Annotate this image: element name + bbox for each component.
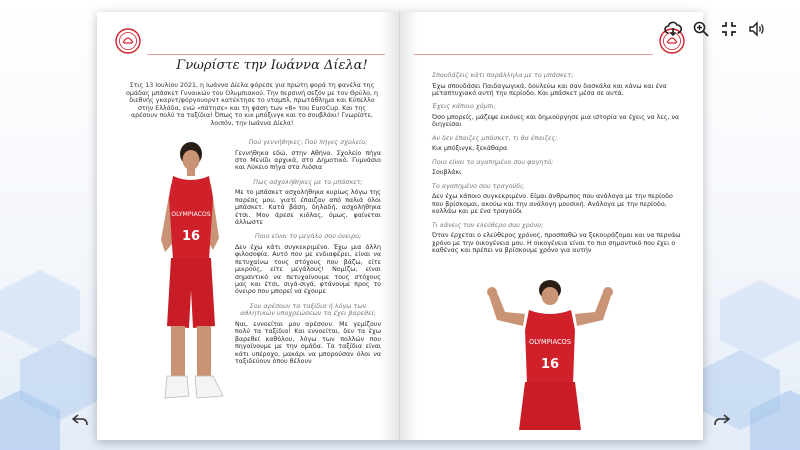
arrow-forward-icon[interactable] xyxy=(712,412,732,428)
fullscreen-icon[interactable] xyxy=(718,18,740,40)
arrow-back-icon[interactable] xyxy=(70,412,90,428)
jersey-number-text: 16 xyxy=(181,229,201,244)
answer-text: Κικ μπόξινγκ, ξεκάθαρα xyxy=(432,145,508,153)
answer-text: Γεννήθηκα εδώ, στην Αθήνα. Σχολείο πήγα στο Μενίδι αρχικά, στο Δημοτικό. Γυμνάσιο και Λύκειο πήγα στα Λιόσια xyxy=(235,149,381,172)
player-flexing-image xyxy=(475,280,625,430)
answer-text: Όταν έρχεται ο ελεύθερος χρόνος, προσπαθώ να ξεκουράζομαι και να περνάω χρόνο με την οικογένεια μου. Η οικογένεια είναι το πιο σημαντικό που έχει ο καθένας και πρέπει να βρίσκουμε χρόνο για αυτήν xyxy=(432,232,681,255)
jersey-number-text: 16 xyxy=(540,357,560,372)
answer-text: Δεν έχω κάποιο συγκεκριμένο. Είμαι άνθρωπος που ανάλογα με την περίοδο που βρίσκομαι, ακούω και την ανάλογη μουσική. Ανάλογα με την περίοδο, κολλάω και με ένα τραγούδι xyxy=(432,193,673,216)
qa-item xyxy=(235,303,381,366)
olympiacos-logo xyxy=(115,28,141,54)
intro-paragraph: Στις 13 Ιουλίου 2021, η Ιωάννα Δίελα φόρεσε για πρώτη φορά τη φανέλα της ομάδας μπάσκετ Γυναικών του Ολυμπιακού. Την περσινή σεζόν με τον Θρύλο, η διεθνής γκαρντ/φόργουορντ κατέκτησε το νταμπλ, πρωτάθλημα και Κύπελλο στην Ελλάδα, ενώ «πάτησε» και τη φάση των «8» του EuroCup. Και της αρέσουν πολύ τα ταξίδια! Όπως το κικ μπόξινγκ και το σουβλάκι! Γνωρίστε, λοιπόν, την Ιωάννα Δίελα! xyxy=(125,82,379,127)
answer-text: Σουβλάκι xyxy=(432,169,462,177)
question-text: Πού γεννήθηκες; Πού πήγες σχολείο; xyxy=(248,138,368,146)
qa-item xyxy=(432,183,684,216)
qa-item xyxy=(432,72,684,97)
answer-text: Ναι, εννοείται μου αρέσουν. Με γεμίζουν πολύ τα ταξίδια! Και εννοείται, δεν τα έχω βαρεθεί καθόλου, λόγω των πολλών που πηγαίνουμε με την ομάδα. Τα ταξίδια είναι κάτι υπέροχο, μακάρι να μπορούσαν όλοι να ταξιδεύουν όπου θέλουν xyxy=(235,321,381,366)
question-text: Το αγαπημένο σου τραγούδι; xyxy=(432,181,525,190)
qa-item xyxy=(432,135,684,153)
question-text: Αν δεν έπαιζες μπάσκετ, τι θα έπαιζες; xyxy=(432,133,558,142)
answer-text: Δεν έχω κάτι συγκεκριμένο. Έχω μια άλλη φιλοσοφία. Αυτό που με ενδιαφέρει, είναι να πετυχαίνω τους στόχους που βάζω, είτε μικρούς, είτε μεγάλους! Νομίζω, είναι σημαντικό να πετυχαίνουμε τους στόχους μας και έτσι, σιγά-σιγά, φτάνουμε προς το όνειρο που μπορεί να έχουμε xyxy=(235,244,381,296)
qa-item xyxy=(432,159,684,177)
qa-item xyxy=(235,139,381,172)
qa-item xyxy=(235,233,381,295)
question-text: Σου αρέσουν τα ταξίδια ή λόγω των αθλητικών υποχρεώσεων τα έχει βαρεθεί; xyxy=(240,301,376,318)
jersey-team-text: OLYMPIACOS xyxy=(529,338,571,346)
answer-text: Έχω σπουδάσει Παιδαγωγικά, δουλεύω και σαν δασκάλα και κάνω και ένα μεταπτυχιακό αυτή την περίοδο. Και μπάσκετ μέσα σε αυτά. xyxy=(432,82,667,97)
question-text: Τι κάνεις τον ελεύθερο σου χρόνο; xyxy=(432,220,544,229)
right-page[interactable] xyxy=(400,12,703,440)
qa-section-left xyxy=(235,139,381,373)
flipbook xyxy=(97,12,703,440)
header-divider xyxy=(414,54,653,55)
cloud-download-icon[interactable] xyxy=(662,18,684,40)
qa-section-right xyxy=(432,72,684,260)
jersey-team-text: OLYMPIACOS xyxy=(171,211,211,218)
question-text: Σπουδάζεις κάτι παράλληλα με το μπάσκετ; xyxy=(432,71,574,79)
qa-item xyxy=(432,222,684,255)
question-text: Ποιο είναι το μεγάλο σου όνειρο; xyxy=(254,232,362,241)
header-divider xyxy=(147,54,385,55)
answer-text: Με το μπάσκετ ασχολήθηκα κυρίως λόγω της παρέας μου, γιατί έπαιζαν από παλιά όλοι μπάσκετ. Κατά βάση, δηλαδή, ασχολήθηκα έτσι. Μου άρεσε κιόλας, όμως, φαίνεται άλλωστε xyxy=(235,189,381,227)
player-standing-image xyxy=(147,140,231,408)
left-page[interactable] xyxy=(97,12,400,440)
volume-icon[interactable] xyxy=(746,18,768,40)
question-text: Πως ασχολήθηκες με το μπάσκετ; xyxy=(253,177,363,186)
question-text: Έχεις κάποιο χόμπι; xyxy=(432,102,496,111)
qa-item xyxy=(432,103,684,128)
page-title: Γνωρίστε την Ιωάννα Δίελα! xyxy=(176,58,368,73)
answer-text: Όσο μπορείς, μάζεψε εικόνες και δημιούργησε μια ιστορία να έχεις να λες, να διηγείσαι xyxy=(432,114,680,129)
question-text: Ποιο είναι το αγαπημένο σου φαγητό; xyxy=(432,157,554,166)
viewer-toolbar xyxy=(662,18,768,40)
qa-item xyxy=(235,179,381,227)
zoom-in-icon[interactable] xyxy=(690,18,712,40)
